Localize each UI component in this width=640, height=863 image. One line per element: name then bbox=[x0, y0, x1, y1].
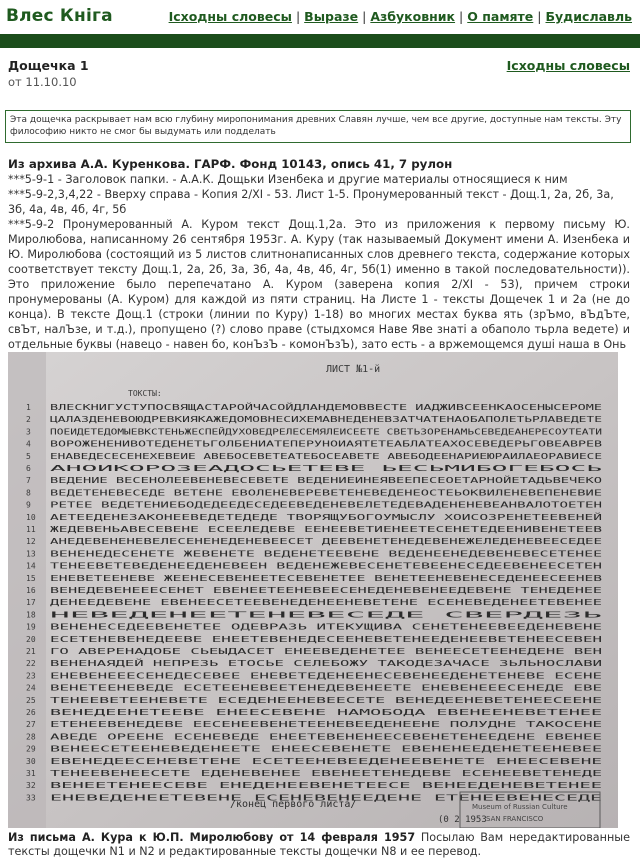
scan-line-text: АНЕДЕВЕНЕНЕВЕЛЕСЕНЕНЕДЕНЕВЕЕСЕТ ДЕЕВЕНЕТЕНЕДЕВЕНЕЖЕЛЕДЕНЕВЕЕСЕДЕЕ bbox=[50, 537, 603, 547]
scan-line-number: 14 bbox=[26, 561, 36, 571]
scan-line-number: 7 bbox=[26, 476, 31, 486]
letter-text: Посылаю Вам нередактированные тексты дощечки N1 и N2 и редактированные тексты дощечки N8 и ее перевод. bbox=[8, 831, 630, 858]
scan-line-text: АЕТЕЕДЕНЕЗАКОНЕЕВЕДЕТЕДЕДЕ ТВОРЯЩУБОГОУМЫСЛУ ХОИСОЗРЕНЕТЕЕВЕНЕЙ bbox=[50, 512, 603, 522]
scan-line-number: 11 bbox=[26, 525, 36, 534]
scan-line-number: 8 bbox=[26, 488, 31, 498]
stamp-text-2: SAN FRANCISCO bbox=[486, 815, 544, 823]
scan-line-text: ВЕНЕНАЯДЕЙ НЕПРЕЗЬ ЕТОСЬЕ СЕЛЕБОЖУ ТАКОДЕЗАЧАСЕ ЗЬЛЬНОСЛАВИ bbox=[50, 659, 603, 669]
scan-line-number: 4 bbox=[26, 439, 31, 449]
scan-line-text: АНОИКОРОЗЕАДОСЬЕТЕВЕ ЬЕСЬМИБОГЕБОСЬ bbox=[50, 464, 604, 473]
intro-box bbox=[5, 110, 631, 143]
scan-line-text: ВЕНЕТЕЕНЕВЕДЕ ЕСЕТЕЕНЕВЕЕТЕНЕДЕВЕНЕЕТЕ ЕНЕВЕНЕЕЕСЕНЕДЕ ЕВЕ bbox=[50, 683, 603, 693]
page-title: Дощечка 1 bbox=[8, 58, 89, 73]
scan-line-text: ВЕНЕЕСЕТЕЕНЕВЕДЕНЕЕТЕ ЕНЕЕСЕВЕНЕТЕ ЕВЕНЕНЕЕДЕНЕТЕЕНЕВЕЕ bbox=[50, 744, 603, 754]
scan-line-number: 33 bbox=[26, 793, 36, 803]
scan-line-text: АВЕДЕ ОРЕЕНЕ ЕСЕНЕВЕДЕ ЕНЕЕТЕВЕНЕНЕЕСЕВЕНЕТЕНЕЕДЕНЕ ЕВЕНЕЕ bbox=[50, 732, 603, 742]
scan-line-text: ГО АВЕРЕНАДОБЕ СЬЕЫДАСЕТ ЕНЕЕВЕДЕНЕТЕЕ ВЕНЕЕСЕТЕЕНЕДЕНЕ ВЕН bbox=[50, 647, 603, 656]
scan-line-text: ВЛЕСКНИГУСТУПОСВЯЩАСТАРОЙЧАСОЙДЛАНДЕМОВВЕСТЕ ИАДЖИВСЕЕНКАОСЕНЫСЕРОМЕ bbox=[50, 403, 603, 412]
scan-line-number: 18 bbox=[26, 610, 36, 620]
nav-separator: | bbox=[537, 9, 542, 24]
scan-line-text: ВЕНЕДЕЕНЕТЕЕВЕ ЕНЕЕСЕВЕНЕ НАМОБОДА ЕВЕНЕЕНЕВЕТЕНЕЕ bbox=[50, 708, 604, 717]
stamp-text-1: Museum of Russian Culture bbox=[472, 803, 568, 811]
scan-line-number: 16 bbox=[26, 586, 36, 595]
scan-line-text: ПОЕИДЕТЕДОМЫЕВКСТЕНЬЖЕСПЕЙДУХОВЕДРЕЛЕСЕМЯЛЕИСЕЕТЕ СВЕТЬЗОРЕНАМЬСЕВЕДЕАНЕРЕСОУТЕАТИ bbox=[50, 427, 603, 437]
letter-excerpt bbox=[8, 831, 630, 859]
scan-line-text: ЕНЕВЕДЕНЕЕТЕВЕНЕ ЕСЕНЕВЕНЕЕДЕНЕ ЕТЕНЕЕВЕНЕСЕДЕ bbox=[50, 793, 604, 803]
scan-line-number: 25 bbox=[26, 695, 36, 705]
letter-heading: Из письма А. Кура к Ю.П. Миролюбову от 14 февраля 1957 bbox=[8, 831, 416, 844]
scan-line-text: ВЕНЕДЕВЕНЕЕЕСЕНЕТ ЕВЕНЕЕТЕЕНЕВЕЕСЕНЕДЕНЕВЕНЕЕДЕВЕНЕ ТЕНЕДЕНЕЕ bbox=[50, 586, 603, 595]
scan-line-number: 2 bbox=[26, 415, 31, 425]
site-header bbox=[0, 0, 640, 34]
nav-link-vyraze[interactable]: Выразе bbox=[304, 9, 359, 24]
nav-separator: | bbox=[295, 9, 301, 24]
scan-line-number: 27 bbox=[26, 720, 36, 730]
sources-link[interactable]: Iсходны словесы bbox=[506, 58, 630, 73]
scan-line-text: ДЕНЕЕДЕВЕНЕ ЕВЕНЕЕСЕТЕЕВЕНЕДЕНЕЕНЕВЕТЕНЕ ЕСЕНЕВЕДЕНЕЕТЕВЕНЕЕ bbox=[50, 598, 603, 608]
nav-separator: | bbox=[459, 9, 464, 24]
scan-line-number: 30 bbox=[26, 756, 36, 766]
scan-line-number: 5 bbox=[26, 451, 31, 461]
scan-line-number: 29 bbox=[26, 744, 36, 754]
archive-entry-3: ***5-9-2 Пронумерованный А. Куром текст Дощ.1,2а. Это из приложения к первому письму Ю. Миролюбова, написанному 26 сентября 1953г. А. Куру (так называемый Документ имени А. Изенбека и Ю. Миролюбова (состоящий из 5 листов слитнонаписанных слов древнего текста, содержание которых соответствует тексту Дощ.1, 2а, 2б, 3а, 3б, 4а, 4в, 4б, 4г, 5б(1) именно в такой последовательности)). Это приложение было перепечатано А. Куром (заверена копия 2/XI - 53), причем строки пронумерованы (А. Куром) для каждой из пяти страниц. На Листе 1 - тексты Дощечек 1 и 2а (не до конца). В тексте Дощ.1 (строки (линии по Куру) 1-18) во многих местах буква ять (зрЪмо, вЪдЪте, свЪт, налЪзе, и т.д.), пропущено (?) слово праве (стыдхомся Наве Яве знатi а обаполо тьрла ведете) и отдельные буквы (навецо - навен бо, конЪзЪ - комонЪзЪ), зато есть - а вржемощемся душi наша в Онь bbox=[8, 218, 630, 351]
archive-entry-2: ***5-9-2,3,4,22 - Вверху справа - Копия 2/XI - 53. Лист 1-5. Пронумерованный текст - Дощ.1, 2а, 2б, 3а, 3б, 4а, 4в, 4б, 4г, 5б bbox=[8, 188, 614, 216]
scan-line-text: ЕНАВЕДЕСЕСЕНЕХЕВЕИЕ АВЕБОСЕВЕТЕАТЕБОСЕАВЕТЕ АВЕБОДЕЕНАРИЕЮРАИЛАЕОРАВИЕСЕ bbox=[50, 451, 603, 461]
archive-heading: Из архива А.А. Куренкова. ГАРФ. Фонд 10143, опись 41, 7 рулон bbox=[8, 157, 453, 171]
scan-line-number: 10 bbox=[26, 512, 36, 522]
scan-line-text: ТЕНЕЕВЕТЕЕНЕВЕТЕ ЕСЕДЕНЕЕНЕВЕЕСЕТЕ ВЕНЕДЕЕНЕВЕТЕНЕЕСЕЕНЕ bbox=[50, 695, 603, 705]
scan-line-number: 19 bbox=[26, 622, 36, 632]
scan-line-text: ЕВЕНЕДЕЕСЕНЕВЕТЕНЕ ЕСЕТЕЕНЕВЕЕДЕНЕЕВЕНЕТЕ ЕНЕЕСЕВЕНЕ bbox=[50, 756, 603, 766]
page-date: от 11.10.10 bbox=[8, 75, 77, 89]
scan-line-number: 21 bbox=[26, 647, 36, 656]
scan-line-text: ВОРОЖЕНЕНИВОТЕДЕНЕТЬГОЛБЕНИАТЕПЕРУНОИАЯТЕТЕАБЛАТЕАХОСЕВЕДЕРЬГОВЕАВРЕВ bbox=[50, 439, 603, 449]
nav-link-budislavl[interactable]: Будиславль bbox=[545, 9, 632, 24]
scan-line-number: 22 bbox=[26, 659, 36, 669]
scan-line-text: РЕТЕЕ ВЕДЕТЕНИЕБОДЕДЕЕДЕСЕДЕЕВЕДЕНЕВЕЛЕТЕДЕВАДЕНЕНЕВЕАНВАЛОТОЕТЕН bbox=[50, 500, 603, 510]
scan-svg bbox=[8, 352, 618, 828]
scan-line-number: 17 bbox=[26, 598, 36, 608]
scan-line-number: 12 bbox=[26, 537, 36, 547]
scan-line-text: ЕСЕТЕНЕВЕНЕДЕЕВЕ ЕНЕЕТЕВЕНЕДЕСЕЕНЕВЕТЕНЕЕДЕНЕЕВЕТЕНЕЕСЕВЕН bbox=[50, 634, 603, 644]
archive-entry-1: ***5-9-1 - Заголовок папки. - А.А.К. Дощьки Изенбека и другие материалы относящиеся к ним bbox=[8, 173, 568, 186]
top-nav bbox=[169, 9, 632, 24]
scan-line-number: 1 bbox=[26, 403, 31, 412]
scan-line-number: 20 bbox=[26, 634, 36, 644]
scan-line-text: ВЕНЕНЕДЕСЕНЕТЕ ЖЕВЕНЕТЕ ВЕДЕНЕТЕЕВЕНЕ ВЕДЕНЕЕНЕДЕВЕНЕВЕСЕТЕНЕЕ bbox=[50, 549, 603, 559]
scan-date-mark: (0 2 1953 bbox=[438, 815, 487, 825]
scan-line-number: 6 bbox=[26, 464, 31, 473]
nav-link-iskhodny-slovesy[interactable]: Iсходны словесы bbox=[168, 9, 292, 24]
scan-line-text: ТЕНЕЕВЕНЕЕСЕТЕ ЕДЕНЕВЕНЕЕ ЕВЕНЕЕТЕНЕДЕВЕ ЕСЕНЕЕВЕТЕНЕДЕ bbox=[50, 769, 603, 778]
scan-line-number: 31 bbox=[26, 769, 36, 778]
nav-link-o-pamyate[interactable]: О памяте bbox=[467, 9, 534, 24]
scan-line-number: 26 bbox=[26, 708, 36, 717]
scan-label: ТОКСТЫ: bbox=[128, 389, 162, 398]
scan-line-number: 13 bbox=[26, 549, 36, 559]
scan-line-number: 32 bbox=[26, 781, 36, 791]
scan-line-text: ТЕНЕЕВЕТЕВЕДЕНЕЕДЕНЕВЕЕН ВЕДЕНЕЖЕВЕСЕНЕТЕВЕЕНЕСЕДЕЕВЕНЕЕСЕТЕН bbox=[50, 561, 603, 571]
scan-line-number: 3 bbox=[26, 427, 31, 437]
header-divider-bar bbox=[0, 34, 640, 48]
scan-line-text: ЖЕДЕВЕНЬАВЕСЕВЕНЕ ЕСЕЕЛЕДЕВЕ ЕЕНЕЕВЕТИЕНЕЕТЕСЕНЕТЕДЕЕНИВЕНЕТЕЕВ bbox=[50, 525, 603, 534]
scan-line-text: ВЕНЕЕТЕНЕЕСЕВЕ ЕНЕДЕНЕЕВЕНЕТЕЕСЕ ВЕНЕЕДЕНЕВЕТЕНЕЕ bbox=[50, 781, 604, 791]
typescript-scan-image bbox=[8, 352, 618, 828]
site-title[interactable]: Влес Кнiга bbox=[6, 6, 113, 26]
scan-line-text: ЕТЕНЕЕВЕНЕДЕВЕ ЕЕСЕНЕЕВЕНЕТЕЕНЕВЕЕДЕНЕЕНЕ ПОЛУДНЕ ТАКОСЕНЕ bbox=[50, 720, 603, 730]
nav-separator: | bbox=[362, 9, 367, 24]
scan-line-number: 24 bbox=[26, 683, 36, 693]
scan-line-text: ЕНЕВЕТЕЕНЕВЕ ЖЕЕНЕСЕВЕНЕЕТЕСЕВЕНЕТЕЕ ВЕНЕТЕЕНЕВЕНЕСЕДЕНЕЕСЕЕНЕВ bbox=[50, 573, 603, 583]
article-body bbox=[8, 157, 630, 352]
scan-footer: /конец первого листа/ bbox=[230, 799, 357, 810]
scan-line-text: ВЕДЕНИЕ ВЕСЕНОЛЕЕВЕНЕВЕСЕВЕТЕ ВЕДЕНИЕИНЕЯВЕЕПЕСЕОЕТАРНОЙЕТАДЬВЕЧЕКО bbox=[50, 476, 603, 486]
scan-line-text: ЦАЛАЗДЕНЕВОЮДРЕВКИЯКАЖЕДОМОВНЕСИХЕМАВНЕДЕНЕВЗАТЧАТЕНАОБАПОЛЕТЬРЛАВЕДЕТЕ bbox=[50, 415, 603, 425]
scan-line-text: ВЕДЕТЕНЕВЕСЕДЕ ВЕТЕНЕ ЕВОЛЕНЕВЕРЕВЕТЕНЕВЕДЕНЕОСТЕЬОКВИЛЕНЕВЕПЕНЕВИЕ bbox=[50, 488, 603, 498]
scan-line-text: ЕНЕВЕНЕЕЕСЕНЕДЕСЕВЕЕ ЕНЕВЕТЕДЕНЕЕНЕСЕВЕНЕЕДЕНЕТЕНЕВЕ ЕСЕНЕ bbox=[50, 671, 603, 681]
scan-line-text: ВЕНЕНЕСЕДЕЕВЕНЕТЕЕ ОДЕВРАЗЬ ИТЕКУЩИВА СЕНЕТЕНЕЕВЕЕДЕНЕВЕНЕ bbox=[50, 622, 603, 632]
intro-text: Эта дощечка раскрывает нам всю глубину миропонимания древних Славян лучше, чем все другие, доступные нам тексты. Эту философию никто не смог бы выдумать или подделать bbox=[10, 115, 622, 137]
scan-line-number: 23 bbox=[26, 671, 36, 681]
scan-line-text: НЕВЕДЕНЕЕТЕНЕВЕСЕДЕ СВЕРДЕЗЬ bbox=[50, 610, 604, 620]
scan-line-number: 15 bbox=[26, 573, 36, 583]
nav-link-azbukovnik[interactable]: Азбуковник bbox=[370, 9, 456, 24]
page-header bbox=[8, 58, 630, 89]
scan-line-number: 28 bbox=[26, 732, 36, 742]
scan-sheet-header: ЛИСТ №1-й bbox=[326, 364, 381, 375]
scan-line-number: 9 bbox=[26, 500, 31, 510]
